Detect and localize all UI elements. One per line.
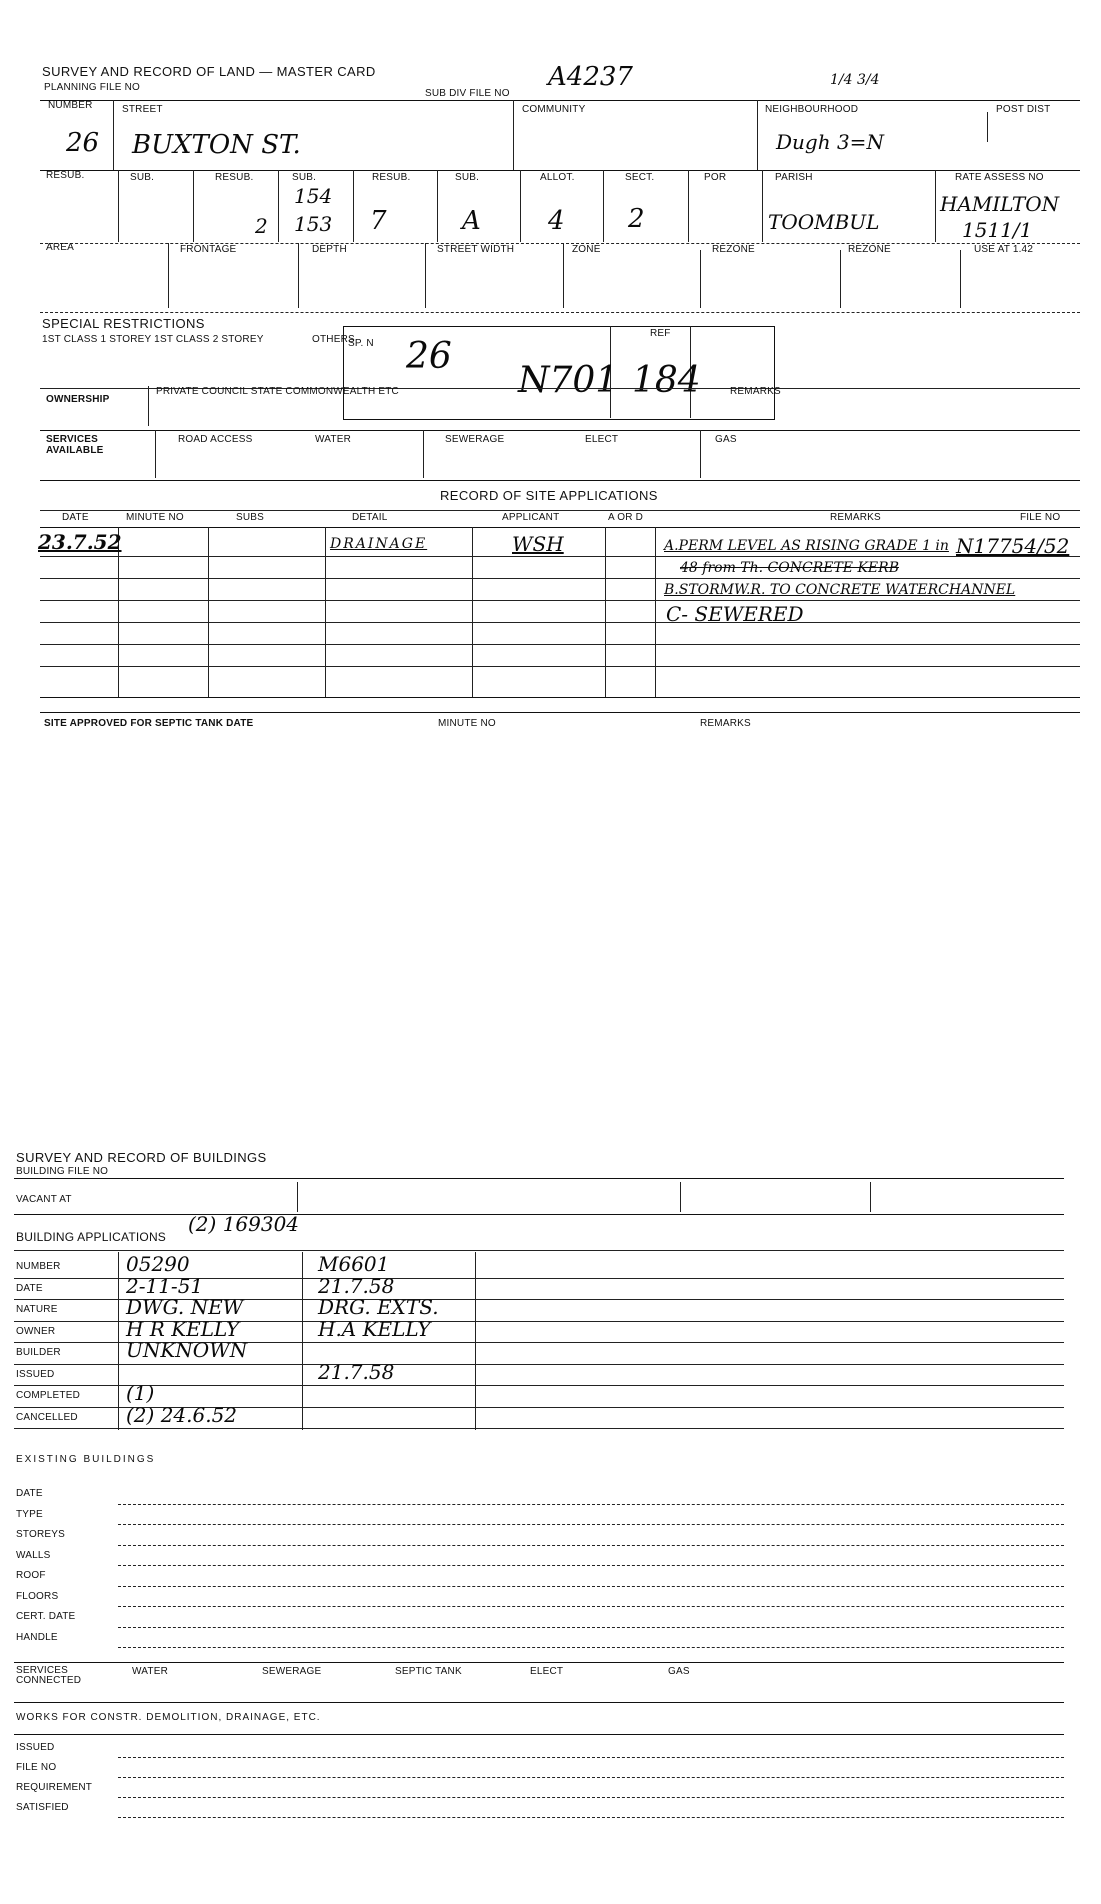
building-row-col2: M6601 (318, 1252, 390, 1276)
resub3-value: 7 (370, 206, 387, 236)
record-title: RECORD OF SITE APPLICATIONS (440, 488, 658, 503)
bld-septic-label: SEPTIC TANK (395, 1666, 462, 1677)
record-remarks-c: C- SEWERED (666, 602, 804, 626)
building-row-label: OWNER (16, 1325, 56, 1337)
record-header-remarks: REMARKS (830, 512, 881, 523)
services-connected-label: SERVICES CONNECTED (16, 1665, 82, 1686)
parish-label: PARISH (775, 172, 813, 183)
sub-div-file-label: SUB DIV FILE NO (425, 88, 510, 99)
street-value: BUXTON ST. (132, 130, 301, 160)
building-row-col1: DWG. NEW (126, 1295, 244, 1319)
building-row-label: BUILDER (16, 1347, 61, 1358)
gas-label: GAS (715, 434, 737, 445)
building-row-col2: DRG. EXTS. (318, 1295, 439, 1319)
building-row-col2: H.A KELLY (318, 1316, 431, 1341)
stamp-v1: 26 (406, 336, 452, 377)
por-label: POR (704, 172, 727, 183)
sub3-value: A (462, 206, 481, 236)
sewerage-label: SEWERAGE (445, 434, 505, 445)
record-header-applicant: APPLICANT (502, 512, 560, 523)
stamp-v3: 184 (632, 360, 701, 401)
allot-label: ALLOT. (540, 172, 575, 183)
stamp-label: SP. N (348, 338, 374, 349)
record-header-subs: SUBS (236, 512, 265, 523)
use-at-label: USE AT 1.42 (974, 244, 1034, 255)
septic-minute-label: MINUTE NO (438, 718, 496, 729)
building-row-col2: 21.7.58 (318, 1273, 395, 1298)
building-row-col1: (2) 24.6.52 (126, 1402, 238, 1427)
existing-row-label: CERT. DATE (16, 1611, 76, 1622)
works-row-label: ISSUED (16, 1742, 55, 1753)
elect-label: ELECT (585, 434, 619, 445)
record-remarks-b: B.STORMW.R. TO CONCRETE WATERCHANNEL (664, 582, 1016, 598)
resub2-value: 2 (255, 214, 268, 238)
sub1-label: SUB. (130, 172, 155, 183)
number-label: NUMBER (48, 100, 93, 111)
works-row-label: FILE NO (16, 1762, 57, 1773)
road-access-label: ROAD ACCESS (178, 434, 253, 445)
septic-remarks-label: REMARKS (700, 718, 751, 729)
rate-bottom-value: 1511/1 (962, 218, 1033, 242)
rezone2-label: REZONE (848, 244, 891, 255)
resub-label: RESUB. (46, 170, 85, 181)
vacant-at-label: VACANT AT (16, 1194, 72, 1205)
ownership-label: OWNERSHIP (46, 394, 110, 405)
building-row-label: NUMBER (16, 1261, 61, 1272)
resub2-label: RESUB. (215, 172, 254, 183)
building-row-label: COMPLETED (16, 1390, 81, 1401)
building-row-col1: UNKNOWN (126, 1338, 248, 1362)
record-header-aord: A OR D (608, 512, 644, 523)
works-row-label: REQUIREMENT (16, 1782, 93, 1793)
works-label: WORKS FOR CONSTR. DEMOLITION, DRAINAGE, ETC. (16, 1712, 321, 1723)
existing-row-label: FLOORS (16, 1590, 59, 1602)
bld-water-label: WATER (132, 1666, 168, 1677)
parish-value: TOOMBUL (768, 210, 880, 234)
sect-label: SECT. (625, 172, 655, 183)
sub2-label: SUB. (292, 172, 317, 183)
record-header-file: FILE NO (1020, 512, 1061, 523)
building-applications-value: (2) 169304 (188, 1212, 300, 1236)
record-date-value: 23.7.52 (38, 530, 122, 554)
building-row-col1: H R KELLY (126, 1316, 240, 1341)
planning-file-label: PLANNING FILE NO (44, 82, 140, 93)
rate-top-value: HAMILTON (940, 192, 1060, 216)
bld-elect-label: ELECT (530, 1666, 564, 1677)
existing-row-label: DATE (16, 1488, 43, 1499)
sub2-bottom-value: 153 (294, 212, 333, 236)
special-restrictions-label: SPECIAL RESTRICTIONS (42, 316, 205, 331)
existing-buildings-label: EXISTING BUILDINGS (16, 1454, 156, 1465)
buildings-card-title: SURVEY AND RECORD OF BUILDINGS (16, 1150, 267, 1165)
existing-row-label: HANDLE (16, 1631, 58, 1643)
building-row-col1: (1) (126, 1381, 155, 1405)
allot-value: 4 (548, 206, 565, 236)
record-header-minute: MINUTE NO (126, 512, 184, 523)
stamp-v2: N701 (518, 360, 619, 401)
sect-value: 2 (628, 204, 645, 234)
restrictions-line: 1ST CLASS 1 STOREY 1ST CLASS 2 STOREY (42, 334, 264, 345)
zone-label: ZONE (572, 244, 601, 255)
rezone1-label: REZONE (712, 244, 755, 255)
building-applications-label: BUILDING APPLICATIONS (16, 1230, 167, 1244)
building-row-col2: 21.7.58 (318, 1359, 395, 1384)
building-file-label: BUILDING FILE NO (16, 1166, 109, 1177)
existing-row-label: TYPE (16, 1508, 43, 1520)
rate-assess-label: RATE ASSESS NO (955, 172, 1044, 183)
record-remarks-a: A.PERM LEVEL AS RISING GRADE 1 in (664, 538, 949, 554)
services-available-label: SERVICES AVAILABLE (46, 434, 104, 456)
depth-label: DEPTH (312, 244, 347, 255)
existing-row-label: STOREYS (16, 1529, 66, 1540)
number-value: 26 (66, 128, 100, 158)
building-row-label: NATURE (16, 1304, 58, 1315)
resub3-label: RESUB. (372, 172, 411, 183)
record-remarks-a2: 48 from Th. CONCRETE KERB (680, 560, 899, 576)
stamp-ref-label: REF (650, 328, 671, 339)
ownership-line: PRIVATE COUNCIL STATE COMMONWEALTH ETC (156, 386, 399, 397)
record-applicant-value: WSH (512, 532, 564, 556)
street-label: STREET (122, 104, 163, 115)
bld-sewerage-label: SEWERAGE (262, 1666, 322, 1677)
neighbourhood-value: Dugh 3=N (776, 130, 884, 154)
sub-div-file-value: A4237 (548, 62, 633, 92)
top-right-note: 1/4 3/4 (830, 72, 880, 88)
record-file-value: N17754/52 (956, 534, 1070, 558)
street-width-label: STREET WIDTH (437, 244, 515, 255)
existing-row-label: ROOF (16, 1570, 46, 1581)
land-card-title: SURVEY AND RECORD OF LAND — MASTER CARD (42, 64, 376, 79)
remarks-label: REMARKS (730, 386, 781, 397)
record-detail-value: DRAINAGE (330, 536, 428, 552)
post-dist-label: POST DIST (996, 104, 1051, 115)
septic-site-label: SITE APPROVED FOR SEPTIC TANK DATE (44, 718, 254, 729)
record-header-detail: DETAIL (352, 512, 388, 523)
record-header-date: DATE (62, 512, 89, 523)
community-label: COMMUNITY (522, 104, 586, 115)
sub3-label: SUB. (455, 172, 480, 183)
building-row-col1: 05290 (126, 1252, 190, 1276)
frontage-label: FRONTAGE (180, 244, 237, 255)
others-label: OTHERS (312, 334, 355, 345)
building-row-label: CANCELLED (16, 1411, 78, 1423)
building-row-label: ISSUED (16, 1368, 55, 1380)
building-row-col1: 2-11-51 (126, 1273, 204, 1298)
existing-row-label: WALLS (16, 1549, 51, 1561)
neighbourhood-label: NEIGHBOURHOOD (765, 104, 859, 115)
bld-gas-label: GAS (668, 1666, 690, 1677)
area-label: AREA (46, 242, 75, 253)
works-row-label: SATISFIED (16, 1802, 69, 1813)
water-label: WATER (315, 434, 351, 445)
building-row-label: DATE (16, 1282, 43, 1294)
sub2-top-value: 154 (294, 184, 333, 208)
